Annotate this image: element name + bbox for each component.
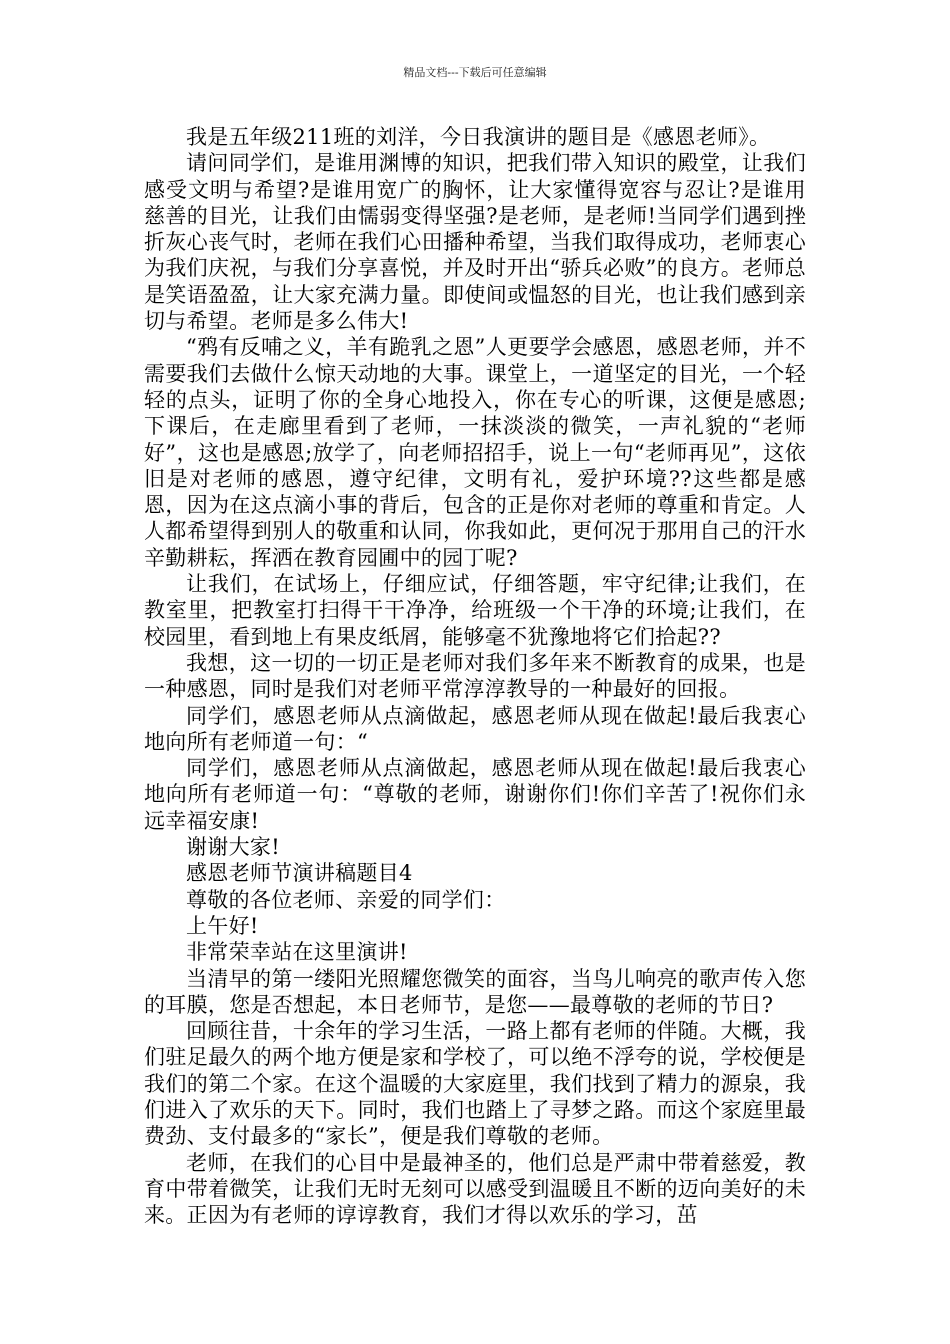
paragraph: 请问同学们，是谁用渊博的知识，把我们带入知识的殿堂，让我们感受文明与希望?是谁用宽广的胸怀，让大家懂得宽容与忍让?是谁用慈善的目光，让我们由懦弱变得坚强?是老师，是老师!当同学们遇到挫折灰心丧气时，老师在我们心田播种希望，当我们取得成功，老师衷心为我们庆祝，与我们分享喜悦，并及时开出“骄兵必败”的良方。老师总是笑语盈盈，让大家充满力量。即使间或愠怒的目光，也让我们感到亲切与希望。老师是多么伟大! <box>144 151 806 334</box>
paragraph: 同学们，感恩老师从点滴做起，感恩老师从现在做起!最后我衷心地向所有老师道一句：“ <box>144 703 806 754</box>
paragraph: 我是五年级211班的刘洋，今日我演讲的题目是《感恩老师》。 <box>186 125 771 149</box>
document-body <box>144 124 806 1228</box>
paragraph: 同学们，感恩老师从点滴做起，感恩老师从现在做起!最后我衷心地向所有老师道一句：“尊敬的老师，谢谢你们!你们辛苦了!祝你们永远幸福安康! <box>144 756 806 833</box>
section-title: 感恩老师节演讲稿题目4 <box>186 861 413 886</box>
paragraph: 谢谢大家! <box>186 835 280 860</box>
paragraph: 让我们，在试场上，仔细应试，仔细答题，牢守纪律;让我们，在教室里，把教室打扫得干干净净，给班级一个干净的环境;让我们，在校园里，看到地上有果皮纸屑，能够毫不犹豫地将它们拾起?? <box>144 572 806 649</box>
paragraph: 尊敬的各位老师、亲爱的同学们： <box>186 887 506 912</box>
paragraph: 回顾往昔，十余年的学习生活，一路上都有老师的伴随。大概，我们驻足最久的两个地方便是家和学校了，可以绝不浮夸的说，学校便是我们的第二个家。在这个温暖的大家庭里，我们找到了精力的源泉，我们进入了欢乐的天下。同时，我们也踏上了寻梦之路。而这个家庭里最费劲、支付最多的“家长”，便是我们尊敬的老师。 <box>144 1019 806 1149</box>
paragraph: 当清早的第一缕阳光照耀您微笑的面容，当鸟儿响亮的歌声传入您的耳膜，您是否想起，本日老师节，是您——最尊敬的老师的节日? <box>144 966 806 1017</box>
paragraph: “鸦有反哺之义，羊有跪乳之恩”人更要学会感恩，感恩老师，并不需要我们去做什么惊天动地的大事。课堂上，一道坚定的目光，一个轻轻的点头，证明了你的全身心地投入，你在专心的听课，这便是感恩;下课后，在走廊里看到了老师，一抹淡淡的微笑，一声礼貌的“老师好”，这也是感恩;放学了，向老师招招手，说上一句“老师再见”，这依旧是对老师的感恩，遵守纪律，文明有礼，爱护环境??这些都是感恩，因为在这点滴小事的背后，包含的正是你对老师的尊重和肯定。人人都希望得到别人的敬重和认同，你我如此，更何况于那用自己的汗水辛勤耕耘，挥洒在教育园圃中的园丁呢? <box>144 335 806 570</box>
paragraph: 老师，在我们的心目中是最神圣的，他们总是严肃中带着慈爱，教育中带着微笑，让我们无时无刻可以感受到温暖且不断的迈向美好的未来。正因为有老师的谆谆教育，我们才得以欢乐的学习，茁 <box>144 1150 806 1228</box>
page-header: 精品文档---下载后可任意编辑 <box>403 66 547 79</box>
paragraph: 我想，这一切的一切正是老师对我们多年来不断教育的成果，也是一种感恩，同时是我们对老师平常淳淳教导的一种最好的回报。 <box>144 650 806 702</box>
paragraph: 上午好! <box>186 913 259 938</box>
paragraph: 非常荣幸站在这里演讲! <box>186 940 408 965</box>
